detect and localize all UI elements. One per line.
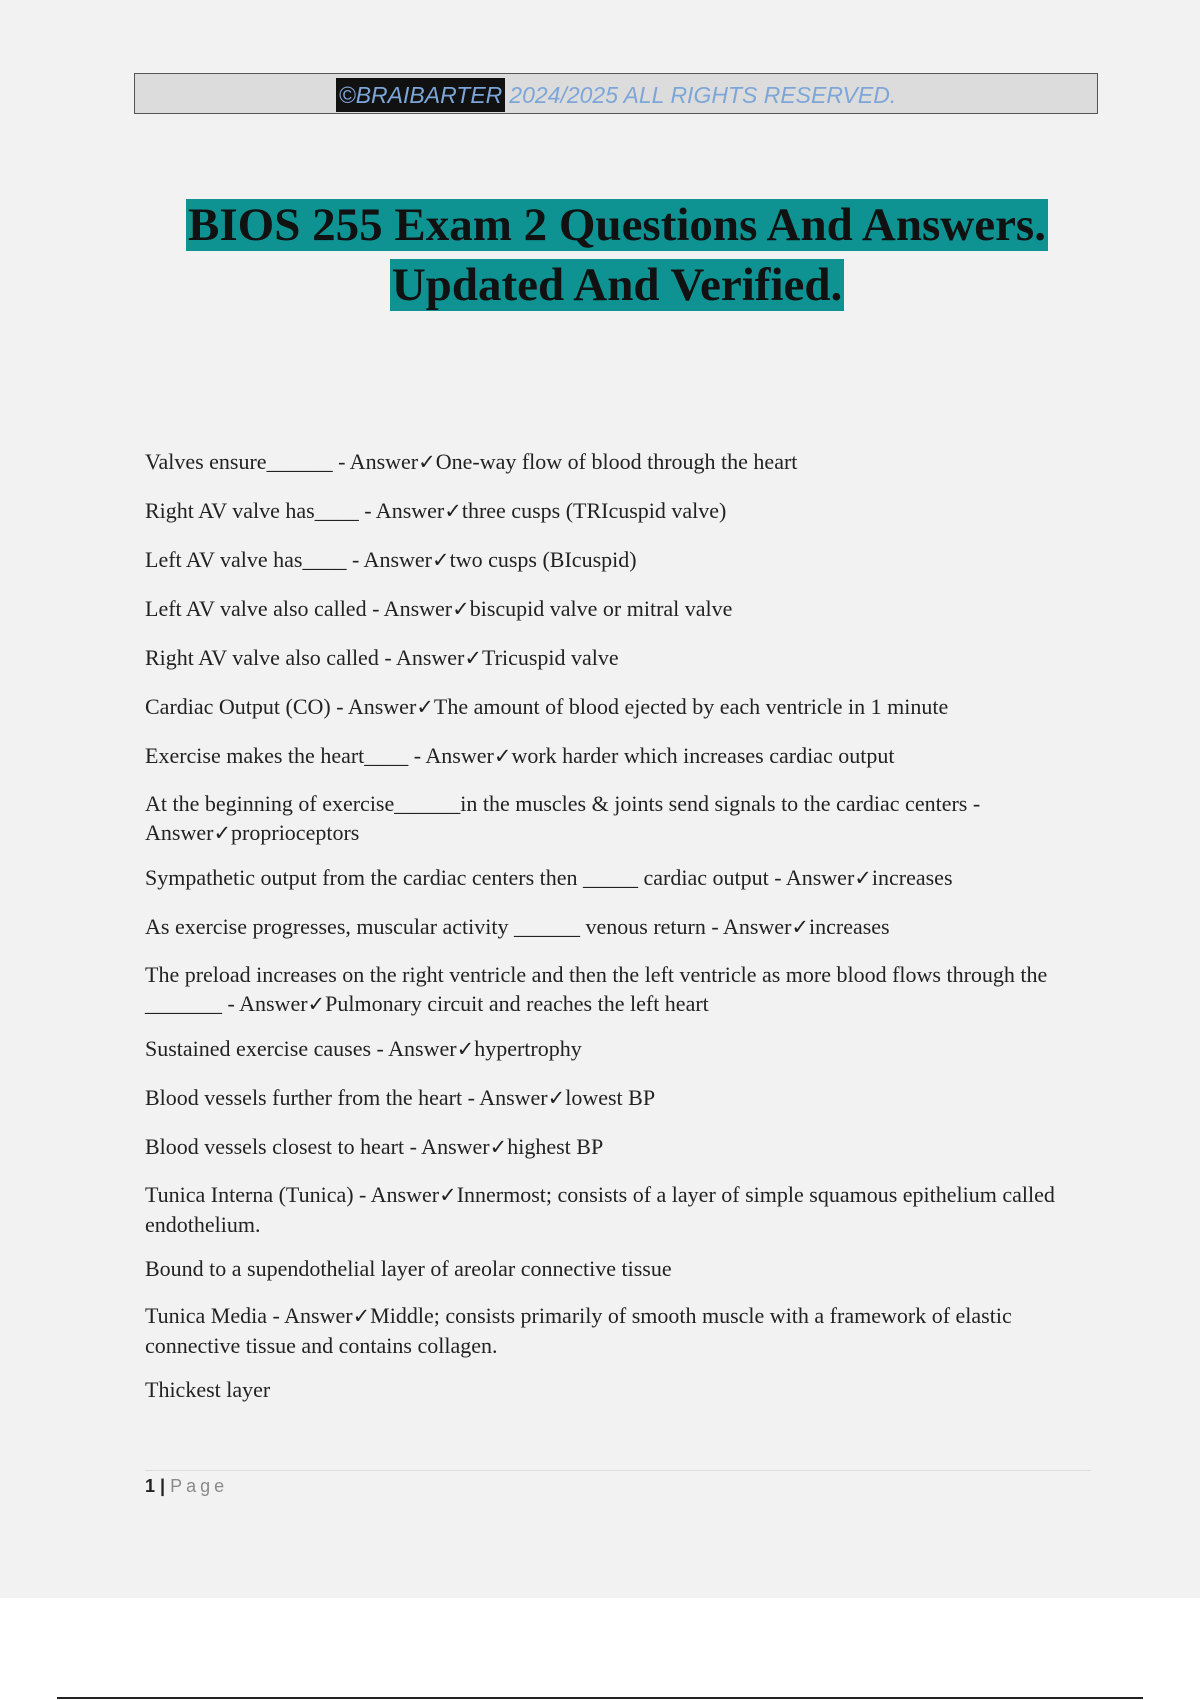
title-line-2: Updated And Verified. — [391, 259, 843, 311]
question-text: Left AV valve also called - Answer — [145, 596, 453, 621]
qa-item — [145, 789, 1105, 848]
question-text: Exercise makes the heart____ - Answer — [145, 743, 494, 768]
check-icon: ✓ — [307, 992, 326, 1016]
check-icon: ✓ — [431, 548, 450, 572]
check-icon: ✓ — [464, 646, 482, 670]
qa-item — [145, 960, 1105, 1019]
copyright-header — [134, 73, 1098, 114]
check-icon: ✓ — [416, 695, 434, 719]
check-icon: ✓ — [547, 1086, 566, 1110]
answer-text: Middle; consists primarily of smooth muscle with a framework of elastic connective tissue and contains collagen. — [145, 1303, 1012, 1358]
check-icon: ✓ — [791, 915, 809, 939]
question-text: Valves ensure______ - Answer — [145, 449, 419, 474]
answer-text: lowest BP — [565, 1085, 656, 1110]
answer-text: Pulmonary circuit and reaches the left heart — [325, 991, 709, 1016]
rights-label: 2024/2025 ALL RIGHTS RESERVED. — [509, 81, 897, 108]
qa-item — [145, 1301, 1105, 1360]
question-text: The preload increases on the right ventricle and then the left ventricle as more blood flows through the _______ - Answer — [145, 962, 1048, 1016]
check-icon: ✓ — [456, 1037, 475, 1061]
question-text: Sustained exercise causes - Answer — [145, 1036, 457, 1061]
qa-item — [145, 1131, 1105, 1163]
answer-text: Tricuspid valve — [481, 645, 619, 670]
check-icon: ✓ — [854, 866, 872, 890]
question-text: Tunica Media - Answer — [145, 1303, 353, 1328]
check-icon: ✓ — [452, 597, 470, 621]
question-text: Left AV valve has____ - Answer — [145, 547, 432, 572]
answer-text: proprioceptors — [231, 820, 360, 845]
question-text: Sympathetic output from the cardiac centers then _____ cardiac output - Answer — [145, 865, 855, 890]
qa-item — [145, 593, 1105, 625]
check-icon: ✓ — [352, 1304, 371, 1328]
qa-item — [145, 1082, 1105, 1114]
qa-item — [145, 691, 1105, 723]
answer-text: The amount of blood ejected by each ventricle in 1 minute — [433, 694, 949, 719]
qa-item — [145, 740, 1105, 772]
question-text: Blood vessels further from the heart - Answer — [145, 1085, 548, 1110]
check-icon: ✓ — [444, 499, 462, 523]
note-text: Thickest layer — [145, 1377, 271, 1402]
qa-item — [145, 495, 1105, 527]
answer-text: increases — [871, 865, 953, 890]
qa-item — [145, 642, 1105, 674]
title-line-1: BIOS 255 Exam 2 Questions And Answers. — [188, 199, 1046, 251]
question-text: Right AV valve also called - Answer — [145, 645, 465, 670]
qa-item — [145, 544, 1105, 576]
page-word: Page — [170, 1476, 229, 1496]
answer-text: One-way flow of blood through the heart — [435, 449, 798, 474]
answer-text: hypertrophy — [474, 1036, 582, 1061]
note-text: Bound to a supendothelial layer of areolar connective tissue — [145, 1256, 672, 1281]
bottom-divider — [57, 1697, 1143, 1699]
check-icon: ✓ — [418, 450, 436, 474]
qa-item — [145, 1033, 1105, 1065]
question-text: Cardiac Output (CO) - Answer — [145, 694, 417, 719]
qa-item — [145, 1180, 1105, 1239]
qa-item — [145, 862, 1105, 894]
answer-text: three cusps (TRIcuspid valve) — [461, 498, 727, 523]
answer-text: Innermost; consists of a layer of simple squamous epithelium called endothelium. — [145, 1182, 1055, 1237]
qa-item — [145, 911, 1105, 943]
answer-text: highest BP — [507, 1134, 604, 1159]
document-title — [0, 195, 1200, 315]
qa-item — [145, 446, 1105, 478]
question-text: Right AV valve has____ - Answer — [145, 498, 445, 523]
question-text: At the beginning of exercise______in the muscles & joints send signals to the cardiac centers - Answer — [145, 791, 981, 845]
answer-text: biscupid valve or mitral valve — [469, 596, 733, 621]
check-icon: ✓ — [493, 744, 512, 768]
check-icon: ✓ — [439, 1183, 457, 1207]
answer-text: work harder which increases cardiac output — [511, 743, 895, 768]
answer-text: two cusps (BIcuspid) — [449, 547, 637, 572]
question-text: As exercise progresses, muscular activity ______ venous return - Answer — [145, 914, 792, 939]
footer-divider — [145, 1470, 1091, 1471]
page-separator: | — [160, 1476, 166, 1496]
check-icon: ✓ — [489, 1135, 508, 1159]
question-text: Blood vessels closest to heart - Answer — [145, 1134, 490, 1159]
qa-list — [145, 446, 1105, 1422]
brand-label: ©BRAIBARTER — [336, 78, 506, 112]
page-number: 1 — [145, 1476, 156, 1496]
check-icon: ✓ — [213, 821, 232, 845]
answer-text: increases — [809, 914, 890, 939]
page-footer — [145, 1472, 228, 1500]
question-text: Tunica Interna (Tunica) - Answer — [145, 1182, 440, 1207]
